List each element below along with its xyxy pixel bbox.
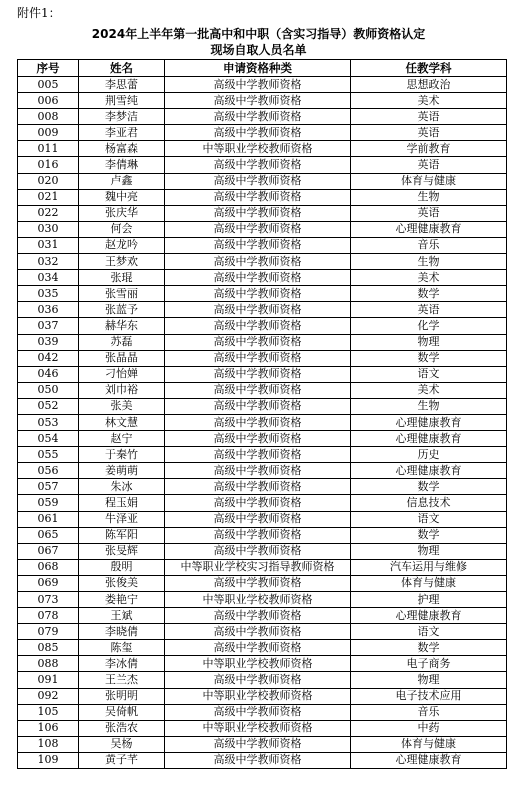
table-row — [18, 382, 507, 398]
cell-subject: 护理 — [351, 592, 507, 608]
table-row — [18, 286, 507, 302]
cell-qualification: 高级中学教师资格 — [165, 624, 351, 640]
cell-number: 030 — [18, 221, 79, 237]
cell-name: 赫华东 — [79, 318, 165, 334]
cell-subject: 数学 — [351, 350, 507, 366]
cell-name: 荆雪纯 — [79, 93, 165, 109]
cell-qualification: 高级中学教师资格 — [165, 495, 351, 511]
cell-qualification: 高级中学教师资格 — [165, 640, 351, 656]
cell-number: 054 — [18, 431, 79, 447]
cell-subject: 物理 — [351, 543, 507, 559]
cell-number: 034 — [18, 270, 79, 286]
cell-name: 李思蕾 — [79, 77, 165, 93]
cell-name: 张明明 — [79, 688, 165, 704]
table-row — [18, 640, 507, 656]
cell-qualification: 高级中学教师资格 — [165, 431, 351, 447]
cell-subject: 数学 — [351, 527, 507, 543]
cell-number: 053 — [18, 414, 79, 430]
cell-qualification: 中等职业学校实习指导教师资格 — [165, 559, 351, 575]
table-row — [18, 592, 507, 608]
cell-number: 092 — [18, 688, 79, 704]
cell-name: 王斌 — [79, 608, 165, 624]
cell-number: 006 — [18, 93, 79, 109]
cell-name: 刘巾裕 — [79, 382, 165, 398]
table-row — [18, 543, 507, 559]
cell-qualification: 高级中学教师资格 — [165, 398, 351, 414]
table-row — [18, 77, 507, 93]
cell-name: 何会 — [79, 221, 165, 237]
cell-name: 张琨 — [79, 270, 165, 286]
cell-subject: 数学 — [351, 286, 507, 302]
cell-qualification: 高级中学教师资格 — [165, 366, 351, 382]
cell-number: 032 — [18, 254, 79, 270]
cell-qualification: 高级中学教师资格 — [165, 608, 351, 624]
cell-number: 037 — [18, 318, 79, 334]
cell-qualification: 高级中学教师资格 — [165, 254, 351, 270]
cell-name: 刁怡婵 — [79, 366, 165, 382]
candidate-table — [17, 59, 507, 769]
cell-number: 050 — [18, 382, 79, 398]
cell-number: 108 — [18, 736, 79, 752]
cell-name: 程玉娟 — [79, 495, 165, 511]
cell-qualification: 高级中学教师资格 — [165, 736, 351, 752]
cell-name: 林文慧 — [79, 414, 165, 430]
cell-qualification: 高级中学教师资格 — [165, 382, 351, 398]
cell-number: 020 — [18, 173, 79, 189]
cell-qualification: 中等职业学校教师资格 — [165, 720, 351, 736]
cell-name: 陈军阳 — [79, 527, 165, 543]
table-row — [18, 511, 507, 527]
cell-number: 068 — [18, 559, 79, 575]
cell-subject: 语文 — [351, 511, 507, 527]
cell-name: 李冰倩 — [79, 656, 165, 672]
cell-name: 吴杨 — [79, 736, 165, 752]
table-row — [18, 189, 507, 205]
cell-subject: 英语 — [351, 125, 507, 141]
cell-number: 067 — [18, 543, 79, 559]
cell-number: 078 — [18, 608, 79, 624]
cell-name: 王兰杰 — [79, 672, 165, 688]
table-row — [18, 672, 507, 688]
column-header-qualification: 申请资格种类 — [165, 60, 351, 77]
cell-number: 109 — [18, 752, 79, 768]
cell-name: 娄艳宁 — [79, 592, 165, 608]
cell-number: 073 — [18, 592, 79, 608]
cell-name: 赵宁 — [79, 431, 165, 447]
cell-subject: 数学 — [351, 640, 507, 656]
cell-name: 张晶晶 — [79, 350, 165, 366]
cell-subject: 物理 — [351, 672, 507, 688]
table-row — [18, 624, 507, 640]
cell-name: 姜萌萌 — [79, 463, 165, 479]
cell-name: 张美 — [79, 398, 165, 414]
cell-subject: 体育与健康 — [351, 575, 507, 591]
table-row — [18, 254, 507, 270]
cell-name: 殷明 — [79, 559, 165, 575]
cell-number: 079 — [18, 624, 79, 640]
table-row — [18, 447, 507, 463]
cell-subject: 心理健康教育 — [351, 431, 507, 447]
cell-qualification: 中等职业学校教师资格 — [165, 688, 351, 704]
cell-qualification: 中等职业学校教师资格 — [165, 656, 351, 672]
cell-subject: 生物 — [351, 254, 507, 270]
table-row — [18, 688, 507, 704]
table-row — [18, 125, 507, 141]
cell-number: 091 — [18, 672, 79, 688]
table-row — [18, 704, 507, 720]
attachment-label: 附件1： — [17, 6, 61, 20]
cell-subject: 英语 — [351, 205, 507, 221]
cell-qualification: 高级中学教师资格 — [165, 205, 351, 221]
cell-number: 065 — [18, 527, 79, 543]
cell-name: 卢鑫 — [79, 173, 165, 189]
cell-number: 056 — [18, 463, 79, 479]
cell-subject: 数学 — [351, 479, 507, 495]
cell-name: 张旻辉 — [79, 543, 165, 559]
cell-subject: 心理健康教育 — [351, 463, 507, 479]
table-row — [18, 736, 507, 752]
table-row — [18, 318, 507, 334]
cell-subject: 美术 — [351, 382, 507, 398]
cell-qualification: 高级中学教师资格 — [165, 350, 351, 366]
table-row — [18, 173, 507, 189]
cell-number: 085 — [18, 640, 79, 656]
table-row — [18, 720, 507, 736]
cell-subject: 电子技术应用 — [351, 688, 507, 704]
cell-number: 088 — [18, 656, 79, 672]
cell-subject: 体育与健康 — [351, 173, 507, 189]
cell-name: 苏磊 — [79, 334, 165, 350]
cell-number: 016 — [18, 157, 79, 173]
cell-subject: 体育与健康 — [351, 736, 507, 752]
table-row — [18, 205, 507, 221]
cell-number: 035 — [18, 286, 79, 302]
cell-name: 吴倚帆 — [79, 704, 165, 720]
table-row — [18, 366, 507, 382]
table-row — [18, 656, 507, 672]
cell-subject: 音乐 — [351, 237, 507, 253]
cell-subject: 语文 — [351, 366, 507, 382]
cell-qualification: 高级中学教师资格 — [165, 221, 351, 237]
cell-number: 057 — [18, 479, 79, 495]
document-title: 2024年上半年第一批高中和中职（含实习指导）教师资格认定 — [91, 27, 426, 41]
table-row — [18, 350, 507, 366]
cell-name: 杨富森 — [79, 141, 165, 157]
cell-number: 005 — [18, 77, 79, 93]
cell-name: 张庆华 — [79, 205, 165, 221]
cell-number: 105 — [18, 704, 79, 720]
cell-subject: 心理健康教育 — [351, 414, 507, 430]
cell-qualification: 高级中学教师资格 — [165, 479, 351, 495]
cell-subject: 英语 — [351, 157, 507, 173]
column-header-name: 姓名 — [79, 60, 165, 77]
table-row — [18, 109, 507, 125]
cell-number: 046 — [18, 366, 79, 382]
table-row — [18, 237, 507, 253]
cell-qualification: 高级中学教师资格 — [165, 575, 351, 591]
table-row — [18, 157, 507, 173]
cell-qualification: 高级中学教师资格 — [165, 109, 351, 125]
cell-subject: 生物 — [351, 398, 507, 414]
cell-name: 陈玺 — [79, 640, 165, 656]
cell-number: 069 — [18, 575, 79, 591]
cell-subject: 学前教育 — [351, 141, 507, 157]
cell-number: 106 — [18, 720, 79, 736]
table-row — [18, 559, 507, 575]
cell-qualification: 高级中学教师资格 — [165, 527, 351, 543]
cell-qualification: 高级中学教师资格 — [165, 334, 351, 350]
cell-number: 021 — [18, 189, 79, 205]
cell-qualification: 高级中学教师资格 — [165, 302, 351, 318]
cell-number: 011 — [18, 141, 79, 157]
cell-subject: 电子商务 — [351, 656, 507, 672]
cell-qualification: 高级中学教师资格 — [165, 463, 351, 479]
cell-subject: 汽车运用与维修 — [351, 559, 507, 575]
cell-qualification: 高级中学教师资格 — [165, 93, 351, 109]
cell-qualification: 高级中学教师资格 — [165, 286, 351, 302]
cell-qualification: 中等职业学校教师资格 — [165, 141, 351, 157]
cell-name: 张俊美 — [79, 575, 165, 591]
table-row — [18, 527, 507, 543]
cell-subject: 心理健康教育 — [351, 221, 507, 237]
cell-subject: 音乐 — [351, 704, 507, 720]
cell-qualification: 高级中学教师资格 — [165, 318, 351, 334]
table-row — [18, 93, 507, 109]
cell-subject: 信息技术 — [351, 495, 507, 511]
cell-subject: 思想政治 — [351, 77, 507, 93]
cell-number: 036 — [18, 302, 79, 318]
table-row — [18, 431, 507, 447]
column-header-subject: 任教学科 — [351, 60, 507, 77]
cell-subject: 生物 — [351, 189, 507, 205]
cell-qualification: 高级中学教师资格 — [165, 270, 351, 286]
table-row — [18, 270, 507, 286]
cell-qualification: 高级中学教师资格 — [165, 173, 351, 189]
table-row — [18, 141, 507, 157]
cell-subject: 美术 — [351, 270, 507, 286]
cell-qualification: 高级中学教师资格 — [165, 752, 351, 768]
cell-name: 朱冰 — [79, 479, 165, 495]
cell-number: 055 — [18, 447, 79, 463]
cell-subject: 物理 — [351, 334, 507, 350]
cell-name: 赵龙吟 — [79, 237, 165, 253]
table-row — [18, 575, 507, 591]
cell-number: 039 — [18, 334, 79, 350]
table-row — [18, 752, 507, 768]
table-row — [18, 414, 507, 430]
cell-name: 王梦欢 — [79, 254, 165, 270]
cell-number: 061 — [18, 511, 79, 527]
cell-number: 042 — [18, 350, 79, 366]
cell-subject: 心理健康教育 — [351, 752, 507, 768]
cell-qualification: 高级中学教师资格 — [165, 237, 351, 253]
table-row — [18, 463, 507, 479]
cell-name: 李亚君 — [79, 125, 165, 141]
cell-qualification: 高级中学教师资格 — [165, 672, 351, 688]
cell-qualification: 高级中学教师资格 — [165, 157, 351, 173]
document-subtitle: 现场自取人员名单 — [210, 43, 307, 57]
cell-number: 059 — [18, 495, 79, 511]
cell-qualification: 高级中学教师资格 — [165, 125, 351, 141]
cell-name: 李梦洁 — [79, 109, 165, 125]
cell-qualification: 高级中学教师资格 — [165, 414, 351, 430]
cell-subject: 历史 — [351, 447, 507, 463]
table-header-row — [18, 60, 507, 77]
cell-subject: 英语 — [351, 302, 507, 318]
table-row — [18, 302, 507, 318]
table-row — [18, 334, 507, 350]
cell-qualification: 高级中学教师资格 — [165, 189, 351, 205]
table-row — [18, 608, 507, 624]
cell-number: 052 — [18, 398, 79, 414]
cell-name: 张蓝予 — [79, 302, 165, 318]
cell-number: 009 — [18, 125, 79, 141]
table-row — [18, 479, 507, 495]
cell-qualification: 中等职业学校教师资格 — [165, 592, 351, 608]
cell-name: 李倩琳 — [79, 157, 165, 173]
cell-qualification: 高级中学教师资格 — [165, 447, 351, 463]
cell-subject: 英语 — [351, 109, 507, 125]
cell-qualification: 高级中学教师资格 — [165, 704, 351, 720]
cell-name: 黄子芊 — [79, 752, 165, 768]
cell-number: 008 — [18, 109, 79, 125]
table-row — [18, 398, 507, 414]
cell-name: 于秦竹 — [79, 447, 165, 463]
cell-subject: 化学 — [351, 318, 507, 334]
cell-qualification: 高级中学教师资格 — [165, 77, 351, 93]
cell-number: 022 — [18, 205, 79, 221]
cell-name: 牛泽亚 — [79, 511, 165, 527]
cell-subject: 心理健康教育 — [351, 608, 507, 624]
cell-name: 李晓倩 — [79, 624, 165, 640]
cell-number: 031 — [18, 237, 79, 253]
cell-qualification: 高级中学教师资格 — [165, 543, 351, 559]
cell-name: 张浩农 — [79, 720, 165, 736]
cell-name: 魏中亮 — [79, 189, 165, 205]
table-row — [18, 221, 507, 237]
cell-subject: 美术 — [351, 93, 507, 109]
table-row — [18, 495, 507, 511]
cell-qualification: 高级中学教师资格 — [165, 511, 351, 527]
cell-subject: 中药 — [351, 720, 507, 736]
cell-subject: 语文 — [351, 624, 507, 640]
cell-name: 张雪丽 — [79, 286, 165, 302]
column-header-number: 序号 — [18, 60, 79, 77]
